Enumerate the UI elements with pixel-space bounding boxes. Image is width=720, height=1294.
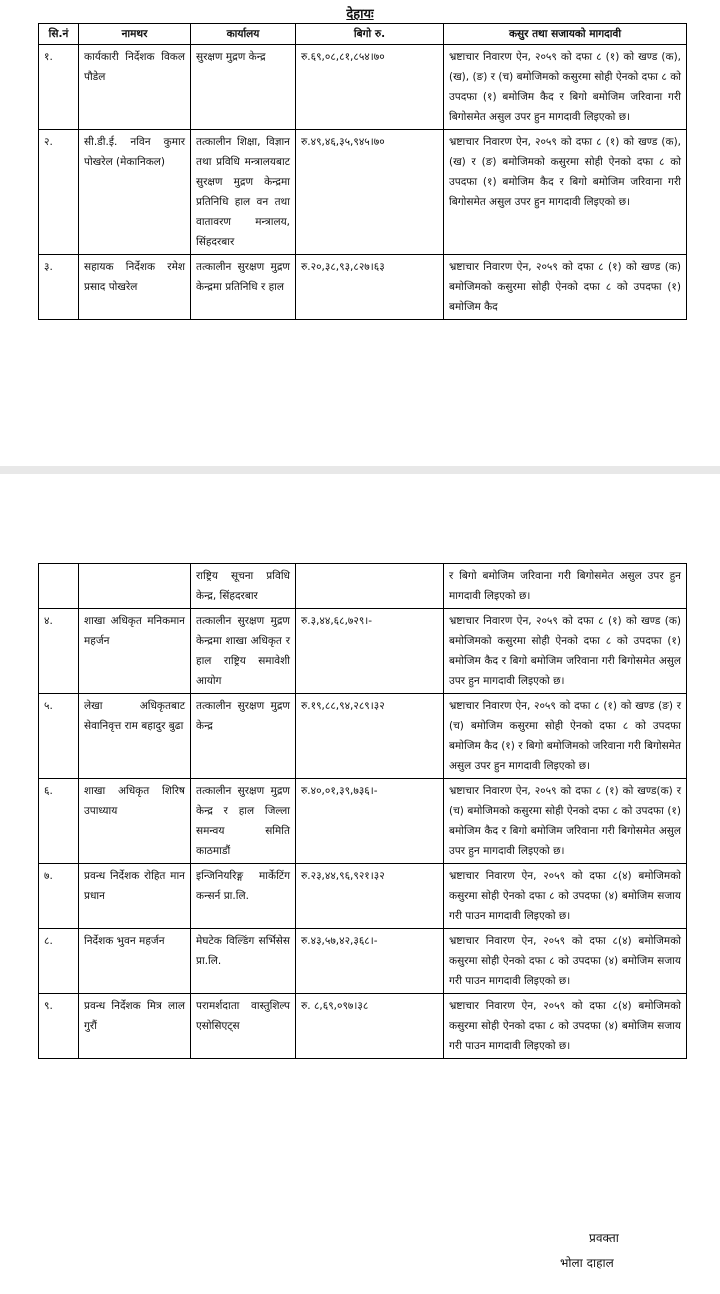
cell-name: कार्यकारी निर्देशक विकल पौडेल <box>79 45 191 130</box>
cell-amount: रु.३,४४,६८,७२९।- <box>296 609 444 694</box>
cell-office: परामर्शदाता वास्तुशिल्प एसोसिएट्स <box>191 994 296 1059</box>
header-claim: कसुर तथा सजायको मागदावी <box>444 24 687 45</box>
cell-name: प्रवन्ध निर्देशक मित्र लाल गुरौं <box>79 994 191 1059</box>
page-separator <box>0 466 720 474</box>
cell-serial <box>39 564 79 609</box>
cell-serial: ८. <box>39 929 79 994</box>
header-serial: सि.नं <box>39 24 79 45</box>
cell-amount: रु.४०,०१,३९,७३६।- <box>296 779 444 864</box>
cell-serial: ३. <box>39 255 79 320</box>
cell-name <box>79 564 191 609</box>
table-row <box>39 255 687 320</box>
accused-table-page-2 <box>38 563 687 1059</box>
table-header-row <box>39 24 687 45</box>
page-title: देहायः <box>346 7 374 22</box>
cell-amount: रु.४९,४६,३५,९४५।७० <box>296 130 444 255</box>
cell-name: सहायक निर्देशक रमेश प्रसाद पोखरेल <box>79 255 191 320</box>
cell-office: तत्कालीन सुरक्षण मुद्रण केन्द्र <box>191 694 296 779</box>
header-office: कार्यालय <box>191 24 296 45</box>
cell-serial: ७. <box>39 864 79 929</box>
cell-claim: भ्रष्टाचार निवारण ऐन, २०५९ को दफा ८ (१) को खण्ड (क) बमोजिमको कसुरमा सोही ऐनको दफा ८ को उपदफा (१) बमोजिम कैद <box>444 255 687 320</box>
table-row <box>39 864 687 929</box>
cell-amount: रु. ८,६९,०९७।३८ <box>296 994 444 1059</box>
cell-claim: भ्रष्टाचार निवारण ऐन, २०५९ को दफा ८(४) बमोजिमको कसुरमा सोही ऐनको दफा ८ को उपदफा (४) बमोजिम सजाय गरी पाउन मागदावी लिइएको छ। <box>444 864 687 929</box>
signature-role: प्रवक्ता <box>589 1231 619 1245</box>
cell-claim: भ्रष्टाचार निवारण ऐन, २०५९ को दफा ८ (१) को खण्ड (क), (ख), (ङ) र (च) बमोजिमको कसुरमा सोही ऐनको दफा ८ को उपदफा (१) बमोजिम कैद र बिगो बमोजिम जरिवाना गरी बिगोसमेत असुल उपर हुन मागदावी लिइएको छ। <box>444 45 687 130</box>
table-row <box>39 130 687 255</box>
cell-claim: भ्रष्टाचार निवारण ऐन, २०५९ को दफा ८ (१) को खण्ड (ङ) र (च) बमोजिम कसुरमा सोही ऐनको दफा ८ को उपदफा बमोजिम कैद (१) र बिगो बमोजिमको जरिवाना गरी बिगोसमेत असुल उपर हुन मागदावी लिइएको छ। <box>444 694 687 779</box>
cell-claim: भ्रष्टाचार निवारण ऐन, २०५९ को दफा ८ (१) को खण्ड (क) बमोजिमको कसुरमा सोही ऐनको दफा ८ को उपदफा (१) बमोजिम कैद र बिगो बमोजिम जरिवाना गरी बिगोसमेत असुल उपर हुन मागदावी लिइएको छ। <box>444 609 687 694</box>
table-row <box>39 564 687 609</box>
cell-claim: भ्रष्टाचार निवारण ऐन, २०५९ को दफा ८(४) बमोजिमको कसुरमा सोही ऐनको दफा ८ को उपदफा (४) बमोजिम सजाय गरी पाउन मागदावी लिइएको छ। <box>444 929 687 994</box>
table-row <box>39 929 687 994</box>
cell-claim: भ्रष्टाचार निवारण ऐन, २०५९ को दफा ८ (१) को खण्ड (क), (ख) र (ङ) बमोजिमको कसुरमा सोही ऐनको दफा ८ को उपदफा (१) बमोजिम कैद र बिगो बमोजिम जरिवाना गरी बिगोसमेत असुल उपर हुन मागदावी लिइएको छ। <box>444 130 687 255</box>
cell-amount: रु.१९,८८,९४,२८९।३२ <box>296 694 444 779</box>
cell-name: लेखा अधिकृतबाट सेवानिवृत्त राम बहादुर बुढा <box>79 694 191 779</box>
cell-amount: रु.२०,३८,९३,८२७।६३ <box>296 255 444 320</box>
table-row <box>39 779 687 864</box>
table-row <box>39 994 687 1059</box>
cell-name: शाखा अधिकृत मनिकमान महर्जन <box>79 609 191 694</box>
cell-claim: र बिगो बमोजिम जरिवाना गरी बिगोसमेत असुल उपर हुन मागदावी लिइएको छ। <box>444 564 687 609</box>
cell-name: सी.डी.ई. नविन कुमार पोखरेल (मेकानिकल) <box>79 130 191 255</box>
cell-serial: ६. <box>39 779 79 864</box>
cell-claim: भ्रष्टाचार निवारण ऐन, २०५९ को दफा ८ (१) को खण्ड(क) र (च) बमोजिमको कसुरमा सोही ऐनको दफा ८ को उपदफा (१) बमोजिम कैद र बिगो बमोजिम जरिवाना गरी बिगोसमेत असुल उपर हुन मागदावी लिइएको छ। <box>444 779 687 864</box>
cell-serial: २. <box>39 130 79 255</box>
cell-office: तत्कालीन सुरक्षण मुद्रण केन्द्रमा प्रतिनिधि र हाल <box>191 255 296 320</box>
cell-serial: १. <box>39 45 79 130</box>
cell-office: मेघटेक विल्डिंग सर्भिसेस प्रा.लि. <box>191 929 296 994</box>
header-name: नामथर <box>79 24 191 45</box>
cell-amount: रु.४३,५७,४२,३६८।- <box>296 929 444 994</box>
header-amount: बिगो रु. <box>296 24 444 45</box>
accused-table-page-1 <box>38 23 687 320</box>
cell-serial: ५. <box>39 694 79 779</box>
table-row <box>39 45 687 130</box>
table-row <box>39 694 687 779</box>
cell-office: इन्जिनियरिङ्ग मार्केटिंग कन्सर्न प्रा.लि. <box>191 864 296 929</box>
cell-name: निर्देशक भुवन महर्जन <box>79 929 191 994</box>
table-row <box>39 609 687 694</box>
signature-name: भोला दाहाल <box>560 1256 614 1270</box>
cell-amount: रु.६९,०८,८१,८५४।७० <box>296 45 444 130</box>
cell-office: तत्कालीन शिक्षा, विज्ञान तथा प्रविधि मन्त्रालयबाट सुरक्षण मुद्रण केन्द्रमा प्रतिनिधि हाल वन तथा वातावरण मन्त्रालय, सिंहदरबार <box>191 130 296 255</box>
cell-serial: ९. <box>39 994 79 1059</box>
cell-office: सुरक्षण मुद्रण केन्द्र <box>191 45 296 130</box>
cell-name: प्रवन्ध निर्देशक रोहित मान प्रधान <box>79 864 191 929</box>
cell-amount: रु.२३,४४,९६,९२१।३२ <box>296 864 444 929</box>
cell-office: तत्कालीन सुरक्षण मुद्रण केन्द्र र हाल जिल्ला समन्वय समिति काठमाडौं <box>191 779 296 864</box>
cell-office: तत्कालीन सुरक्षण मुद्रण केन्द्रमा शाखा अधिकृत र हाल राष्ट्रिय समावेशी आयोग <box>191 609 296 694</box>
cell-office: राष्ट्रिय सूचना प्रविधि केन्द्र, सिंहदरबार <box>191 564 296 609</box>
cell-serial: ४. <box>39 609 79 694</box>
cell-name: शाखा अधिकृत शिरिष उपाध्याय <box>79 779 191 864</box>
cell-amount <box>296 564 444 609</box>
cell-claim: भ्रष्टाचार निवारण ऐन, २०५९ को दफा ८(४) बमोजिमको कसुरमा सोही ऐनको दफा ८ को उपदफा (४) बमोजिम सजाय गरी पाउन मागदावी लिइएको छ। <box>444 994 687 1059</box>
